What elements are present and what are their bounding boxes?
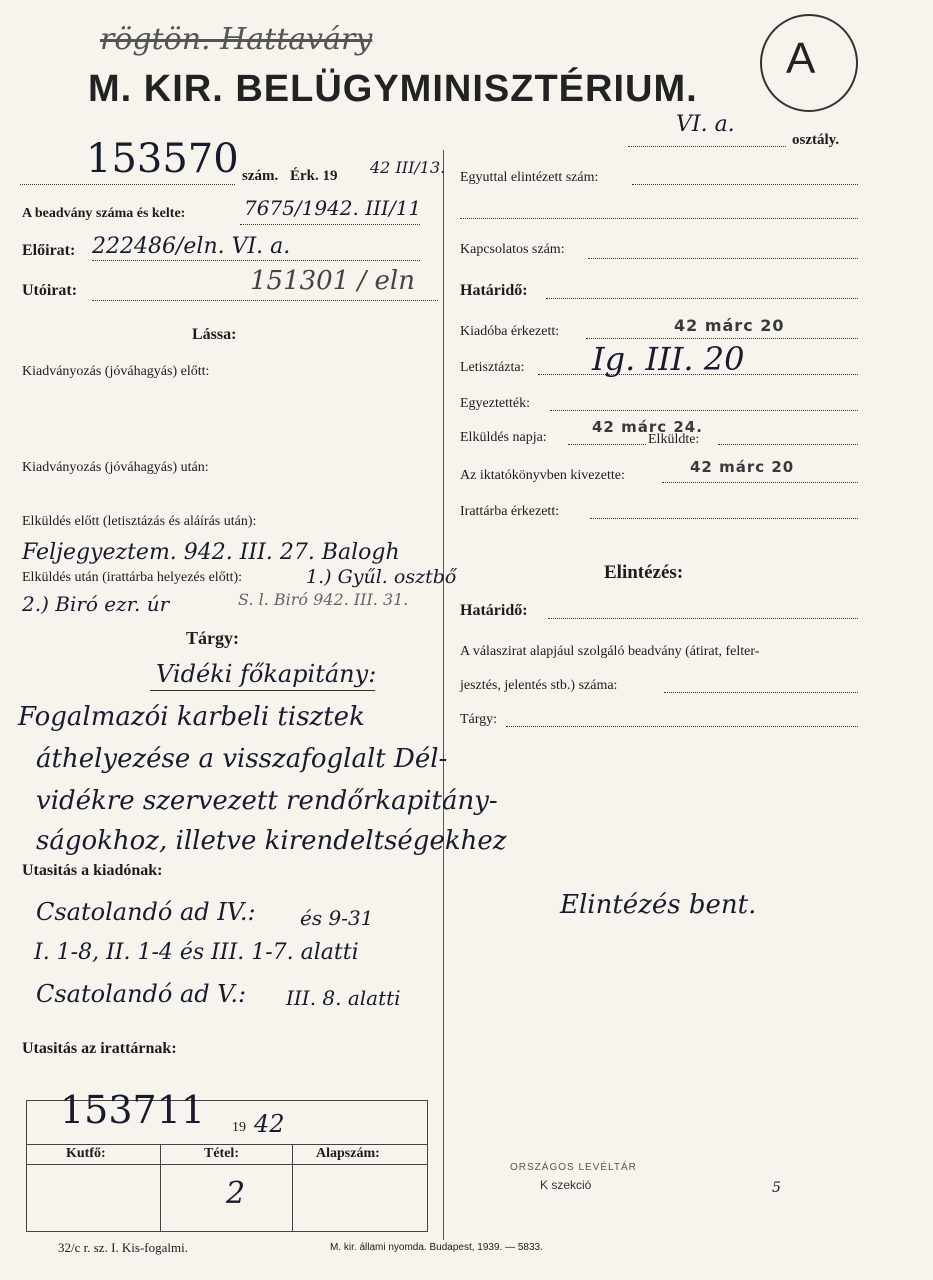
targy-line-3: áthelyezése a visszafoglalt Dél- (36, 744, 448, 774)
hatarido-label: Határidő: (460, 282, 528, 299)
utoirat-value: 151301 / eln (250, 266, 415, 296)
archive-stamp-line-1: ORSZÁGOS LEVÉLTÁR (510, 1162, 637, 1173)
kiado-line-2: I. 1-8, II. 1-4 és III. 1-7. alatti (34, 940, 359, 965)
lassa-label: Lássa: (192, 326, 237, 343)
iktato-label: Az iktatókönyvben kivezette: (460, 468, 625, 483)
kiado-line-3: Csatolandó ad V.: (36, 980, 247, 1008)
col-alapszam: Alapszám: (316, 1146, 380, 1161)
crossed-scribble: rögtön. Hattaváry (100, 22, 373, 57)
erk-value: 42 III/13. (370, 158, 446, 177)
elkuldes-utan-hw1: 1.) Gyűl. osztbő (306, 566, 457, 588)
footer-printer: M. kir. állami nyomda. Budapest, 1939. — 5833. (330, 1242, 543, 1253)
beadvany-label: A beadvány száma és kelte: (22, 206, 186, 221)
col-kutfo: Kutfő: (66, 1146, 106, 1161)
box-year-prefix: 19 (232, 1120, 246, 1135)
col-tetel: Tétel: (204, 1146, 239, 1161)
ministry-title: M. KIR. BELÜGYMINISZTÉRIUM. (88, 68, 698, 110)
utasitas-irattarnak-label: Utasitás az irattárnak: (22, 1040, 177, 1057)
beadvany-value: 7675/1942. III/11 (244, 196, 422, 220)
box-year: 42 (254, 1110, 285, 1138)
kiado-line-1b: és 9-31 (300, 906, 374, 930)
kiadoba-stamp: 42 márc 20 (674, 316, 785, 335)
elintezes-handwriting: Elintézés bent. (560, 890, 757, 920)
signature-stamp: S. l. Biró 942. III. 31. (238, 590, 409, 609)
targy-right-label: Tárgy: (460, 712, 498, 727)
archive-stamp-line-2: K szekció (540, 1178, 592, 1192)
egyeztettek-label: Egyeztették: (460, 396, 530, 411)
elintezes-heading: Elintézés: (604, 562, 684, 583)
eloirat-label: Előirat: (22, 242, 76, 259)
letisztazta-label: Letisztázta: (460, 360, 525, 375)
iktato-stamp: 42 márc 20 (690, 458, 795, 476)
kiadvanyozas-utan-label: Kiadványozás (jóváhagyás) után: (22, 460, 209, 475)
irattarba-label: Irattárba érkezett: (460, 504, 560, 519)
erk-label: Érk. 19 (290, 168, 338, 184)
footer-form-code: 32/c r. sz. I. Kis-fogalmi. (58, 1240, 188, 1255)
targy-line-5: ságokhoz, illetve kirendeltségekhez (36, 826, 507, 856)
kapcsolatos-label: Kapcsolatos szám: (460, 242, 565, 257)
kiado-line-3b: III. 8. alatti (286, 986, 401, 1010)
elkuldes-napja-stamp: 42 márc 24. (592, 418, 703, 436)
circle-letter: A (786, 34, 816, 83)
valaszirat-line-2: jesztés, jelentés stb.) száma: (460, 678, 618, 693)
department-label: osztály. (792, 132, 840, 148)
eloirat-value: 222486/eln. VI. a. (92, 234, 291, 259)
elkuldes-napja-label: Elküldés napja: (460, 430, 547, 445)
department-value: VI. a. (676, 112, 735, 137)
elkuldte-label: Elküldte: (648, 432, 700, 447)
targy-label: Tárgy: (186, 628, 239, 648)
utasitas-kiadonak-label: Utasitás a kiadónak: (22, 862, 163, 879)
elkuldes-elott-label: Elküldés előtt (letisztázás és aláírás után): (22, 514, 257, 529)
page-mark: 5 (772, 1180, 781, 1196)
szam-label: szám. (242, 168, 279, 184)
box-number: 153711 (60, 1088, 206, 1132)
utoirat-label: Utóirat: (22, 282, 78, 299)
letisztazta-handwriting: Ig. III. 20 (592, 340, 745, 378)
registration-number: 153570 (86, 136, 239, 182)
egyuttal-label: Egyuttal elintézett szám: (460, 170, 599, 185)
kiadoba-label: Kiadóba érkezett: (460, 324, 560, 339)
elkuldes-utan-hw2: 2.) Biró ezr. úr (22, 592, 170, 616)
kiado-line-1: Csatolandó ad IV.: (36, 898, 256, 926)
hatarido2-label: Határidő: (460, 602, 528, 619)
tetel-value: 2 (226, 1176, 246, 1211)
column-divider (443, 150, 444, 1240)
valaszirat-line-1: A válaszirat alapjául szolgáló beadvány (átirat, felter- (460, 644, 760, 659)
feljegyzes-handwriting: Feljegyeztem. 942. III. 27. Balogh (22, 540, 400, 565)
kiadvanyozas-elott-label: Kiadványozás (jóváhagyás) előtt: (22, 364, 210, 379)
targy-line-2: Fogalmazói karbeli tisztek (18, 702, 365, 732)
elkuldes-utan-label: Elküldés után (irattárba helyezés előtt): (22, 570, 243, 585)
targy-line-4: vidékre szervezett rendőrkapitány- (36, 786, 498, 816)
targy-line-1: Vidéki főkapitány: (156, 660, 377, 688)
